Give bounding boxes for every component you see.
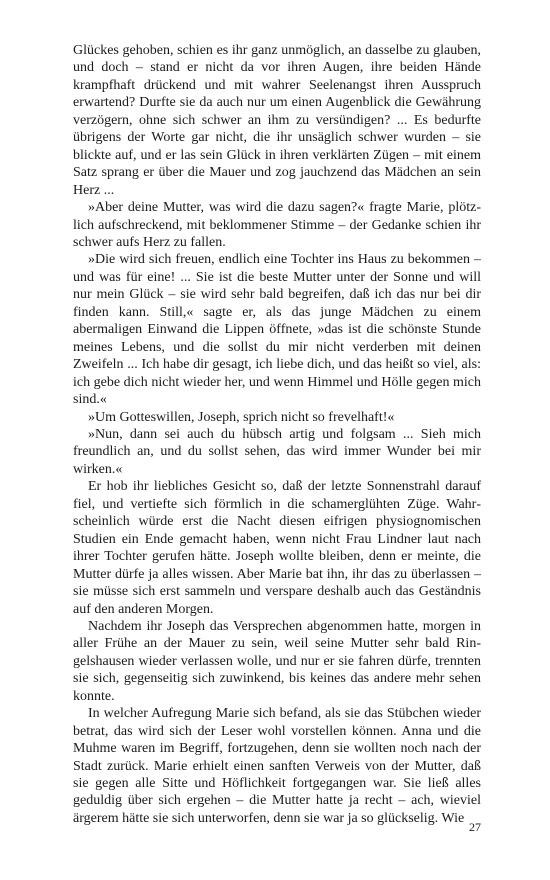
- page-body: [73, 42, 481, 827]
- paragraph: Glückes gehoben, schien es ihr ganz unmöglich, an dasselbe zu glauben, und doch – stand er nicht da vor ihren Augen, ihre beiden Hände krampfhaft drückend und mit wahrer Seelenangst ihren Ausspruch erwartend? Durfte sie da auch nur um einen Augenblick die Gewährung verzögern, ohne sich schwer an ihm zu versündigen? ... Es bedurfte übrigens der Worte gar nicht, die ihr unsäglich schwer wurden – sie blickte auf, und er las sein Glück in ihren verklärten Zügen – mit einem Satz sprang er über die Mauer und zog jauchzend das Mädchen an sein Herz ...: [73, 43, 481, 198]
- paragraph: »Um Gotteswillen, Joseph, sprich nicht so frevelhaft!«: [88, 409, 395, 425]
- paragraph: In welcher Aufregung Marie sich befand, als sie das Stübchen wieder betrat, das wird sich der Leser wohl vorstellen können. Anna und die Muhme waren im Begriff, fortzugehen, denn sie wollten noch nach der Stadt zurück. Marie erhielt einen sanften Verweis von der Mutter, daß sie gegen alle Sitte und Höflichkeit fortgegangen war. Sie ließ alles geduldig über sich ergehen – die Mutter hatte ja recht – ach, wieviel ärgerem hätte sie sich unterworfen, denn sie war ja so glückselig. Wie: [73, 706, 481, 826]
- page-number: 27: [469, 820, 481, 834]
- paragraph: »Nun, dann sei auch du hübsch artig und folgsam ... Sieh mich freundlich an, und du sollst sehen, das wird immer Wunder bei mir wirken.«: [73, 426, 481, 477]
- paragraph: Er hob ihr liebliches Gesicht so, daß der letzte Sonnenstrahl darauf fiel, und vertiefte sich förmlich in die schamerglühten Züge. Wahrscheinlich würde erst die Nacht diesen eifrigen physiognomischen Studien ein Ende gemacht haben, wenn nicht Frau Lindner laut nach ihrer Tochter gerufen hätte. Joseph wollte bleiben, denn er meinte, die Mutter dürfe ja alles wissen. Aber Marie bat ihn, ihr das zu überlassen – sie müsse sich erst sammeln und verspare deshalb auch das Geständnis auf den anderen Morgen.: [73, 479, 481, 617]
- paragraph: Nachdem ihr Joseph das Versprechen abgenommen hatte, morgen in aller Frühe an der Mauer zu sein, weil seine Mutter sehr bald Ringelshausen wieder verlassen wolle, und nur er sie fahren dürfe, trennten sie sich, gegenseitig sich zuwinkend, bis keines das andere mehr sehen konnte.: [73, 618, 481, 704]
- paragraph: »Aber deine Mutter, was wird die dazu sagen?« fragte Marie, plötzlich aufschreckend, mit beklommener Stimme – der Gedanke schien ihr schwer aufs Herz zu fallen.: [73, 200, 481, 250]
- paragraph: »Die wird sich freuen, endlich eine Tochter ins Haus zu bekommen – und was für eine! ... Sie ist die beste Mutter unter der Sonne und will nur mein Glück – sie wird sehr bald begreifen, daß ich das nur bei dir finden kann. Still,« sagte er, als das junge Mädchen zu einem abermaligen Einwand die Lippen öffnete, »das ist die schönste Stunde meines Lebens, und die sollst du mir nicht verderben mit deinen Zweifeln ... Ich habe dir gesagt, ich liebe dich, und das heißt so viel, als: ich gebe dich nicht wieder her, und wenn Himmel und Hölle gegen mich sind.«: [73, 252, 481, 408]
